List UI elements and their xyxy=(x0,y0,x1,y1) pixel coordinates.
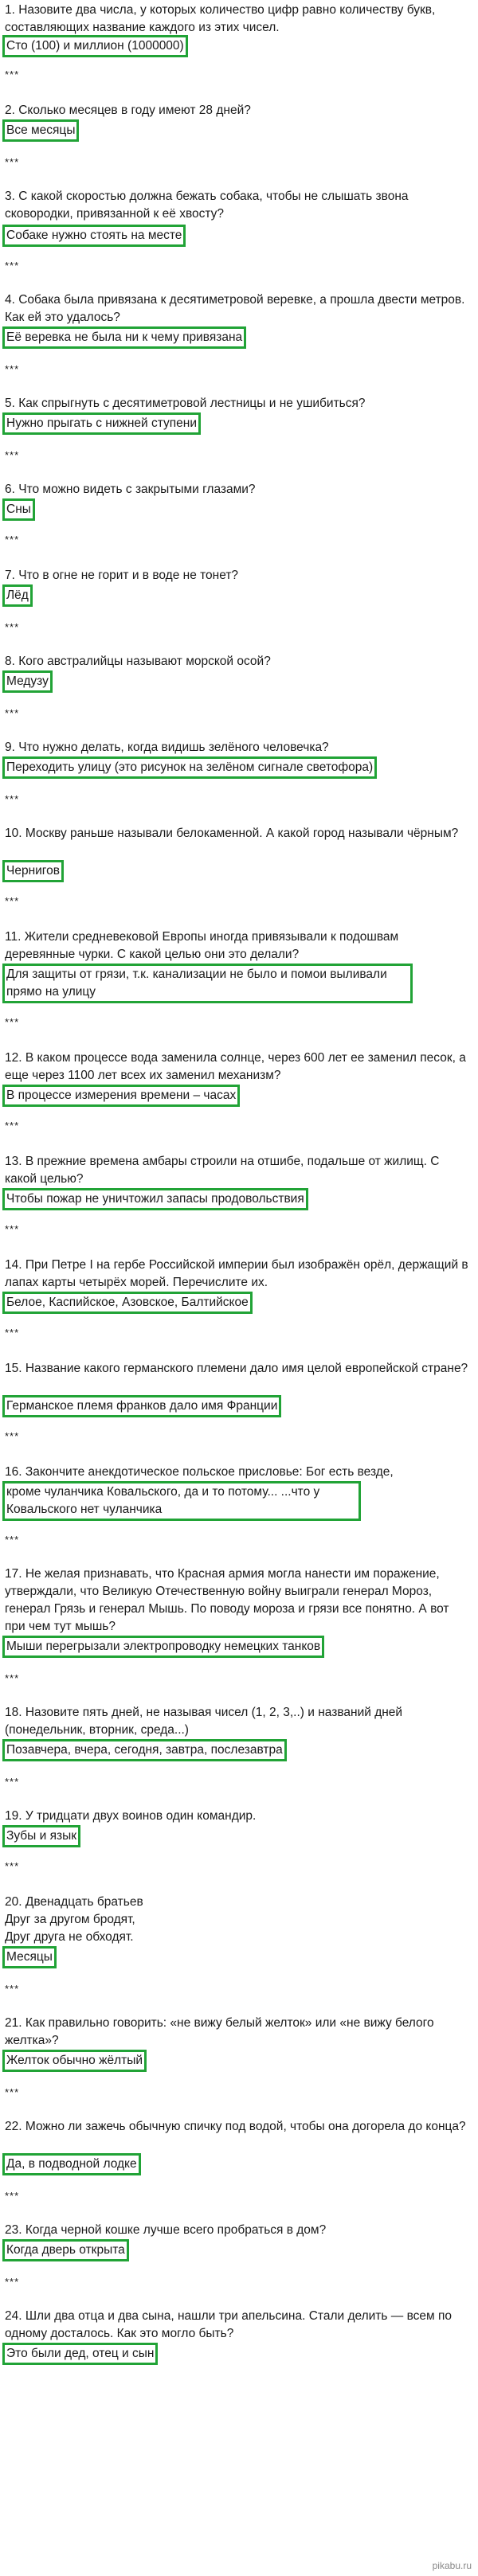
question-text: 15. Название какого германского племени дало имя целой европейской стране? xyxy=(5,1362,468,1375)
answer-box: Сто (100) и миллион (1000000) xyxy=(2,35,188,57)
separator: *** xyxy=(5,2086,20,2098)
answer-box: Её веревка не была ни к чему привязана xyxy=(2,326,246,349)
answer-box: Зубы и язык xyxy=(2,1825,80,1847)
answer-box: Когда дверь открыта xyxy=(2,2239,129,2261)
answer-box: Сны xyxy=(2,498,35,521)
question-text: 4. Собака была привязана к десятиметровой веревке, а прошла двести метров. Как ей это удалось? xyxy=(5,293,465,324)
separator: *** xyxy=(5,68,20,80)
separator: *** xyxy=(5,1223,20,1235)
question-text: 5. Как спрыгнуть с десятиметровой лестницы и не ушибиться? xyxy=(5,397,366,410)
answer-box: Месяцы xyxy=(2,1946,57,1968)
answer-box: Нужно прыгать с нижней ступени xyxy=(2,412,201,435)
separator: *** xyxy=(5,1534,20,1546)
separator: *** xyxy=(5,1016,20,1028)
answer-box: Лёд xyxy=(2,584,33,607)
answer-box: В процессе измерения времени – часах xyxy=(2,1085,240,1107)
answer-box: Все месяцы xyxy=(2,119,79,142)
answer-box: Чернигов xyxy=(2,860,64,882)
separator: *** xyxy=(5,621,20,633)
answer-box: Чтобы пожар не уничтожил запасы продовольствия xyxy=(2,1188,308,1210)
separator: *** xyxy=(5,363,20,375)
answer-box: Мыши перегрызали электропроводку немецких танков xyxy=(2,1636,324,1658)
answer-box: Белое, Каспийское, Азовское, Балтийское xyxy=(2,1292,253,1314)
separator: *** xyxy=(5,2190,20,2202)
separator: *** xyxy=(5,2276,20,2288)
watermark: pikabu.ru xyxy=(432,2560,472,2571)
separator: *** xyxy=(5,156,20,168)
separator: *** xyxy=(5,707,20,719)
separator: *** xyxy=(5,1430,20,1442)
question-text: 12. В каком процессе вода заменила солнце, через 600 лет ее заменил песок, а еще через 1100 лет всех их заменил механизм? xyxy=(5,1051,466,1082)
separator: *** xyxy=(5,449,20,461)
question-text: 3. С какой скоростью должна бежать собака, чтобы не слышать звона сковородки, привязанной к её хвосту? xyxy=(5,190,409,221)
question-text: 1. Назовите два числа, у которых количество цифр равно количеству букв, составляющих название каждого из этих чисел. xyxy=(5,3,436,34)
separator: *** xyxy=(5,1120,20,1132)
question-text: 13. В прежние времена амбары строили на отшибе, подальше от жилищ. С какой целью? xyxy=(5,1155,440,1186)
answer-box: Переходить улицу (это рисунок на зелёном сигнале светофора) xyxy=(2,756,377,779)
question-text: 20. Двенадцать братьев Друг за другом бродят, Друг друга не обходят. xyxy=(5,1895,143,1944)
answer-box: Это были дед, отец и сын xyxy=(2,2343,158,2365)
separator: *** xyxy=(5,1776,20,1788)
question-text: 2. Сколько месяцев в году имеют 28 дней? xyxy=(5,104,251,117)
question-text: 9. Что нужно делать, когда видишь зелёного человечка? xyxy=(5,741,329,754)
answer-box: Собаке нужно стоять на месте xyxy=(2,225,186,247)
answer-box: Да, в подводной лодке xyxy=(2,2153,141,2175)
separator: *** xyxy=(5,793,20,805)
separator: *** xyxy=(5,1672,20,1684)
answer-box: Позавчера, вчера, сегодня, завтра, послезавтра xyxy=(2,1739,287,1761)
question-text: 10. Москву раньше называли белокаменной. А какой город называли чёрным? xyxy=(5,827,459,840)
answer-box: Для защиты от грязи, т.к. канализации не было и помои выливали прямо на улицу xyxy=(2,964,413,1003)
question-text: 19. У тридцати двух воинов один командир. xyxy=(5,1809,257,1823)
question-text: 7. Что в огне не горит и в воде не тонет? xyxy=(5,569,239,582)
question-text: 22. Можно ли зажечь обычную спичку под водой, чтобы она догорела до конца? xyxy=(5,2120,466,2133)
answer-box: кроме чуланчика Ковальского, да и то потому... ...что у Ковальского нет чуланчика xyxy=(2,1481,361,1521)
question-text: 16. Закончите анекдотическое польское присловье: Бог есть везде, xyxy=(5,1465,394,1479)
separator: *** xyxy=(5,534,20,545)
question-text: 24. Шли два отца и два сына, нашли три апельсина. Стали делить — всем по одному досталось. Как это могло быть? xyxy=(5,2309,453,2340)
separator: *** xyxy=(5,1327,20,1339)
answer-box: Медузу xyxy=(2,670,53,693)
separator: *** xyxy=(5,1983,20,1995)
question-text: 18. Назовите пять дней, не называя чисел (1, 2, 3,..) и названий дней (понедельник, вторник, среда...) xyxy=(5,1706,403,1737)
question-text: 6. Что можно видеть с закрытыми глазами? xyxy=(5,483,256,496)
question-text: 14. При Петре I на гербе Российской империи был изображён орёл, держащий в лапах карты четырёх морей. Перечислите их. xyxy=(5,1258,468,1289)
question-text: 17. Не желая признавать, что Красная армия могла нанести им поражение, утверждали, что Великую Отечественную войну выиграли генерал Мороз, генерал Грязь и генерал Мышь. По поводу мороза и грязи все понятно. А вот при чем тут мышь? xyxy=(5,1567,449,1633)
question-text: 8. Кого австралийцы называют морской осой? xyxy=(5,655,271,668)
answer-box: Германское племя франков дало имя Франции xyxy=(2,1395,281,1417)
separator: *** xyxy=(5,1860,20,1872)
separator: *** xyxy=(5,260,20,272)
answer-box: Желток обычно жёлтый xyxy=(2,2050,147,2072)
question-text: 23. Когда черной кошке лучше всего пробраться в дом? xyxy=(5,2223,327,2237)
question-text: 11. Жители средневековой Европы иногда привязывали к подошвам деревянные чурки. С какой целью они это делали? xyxy=(5,930,399,961)
question-text: 21. Как правильно говорить: «не вижу белый желток» или «не вижу белого желтка»? xyxy=(5,2016,434,2047)
separator: *** xyxy=(5,895,20,907)
